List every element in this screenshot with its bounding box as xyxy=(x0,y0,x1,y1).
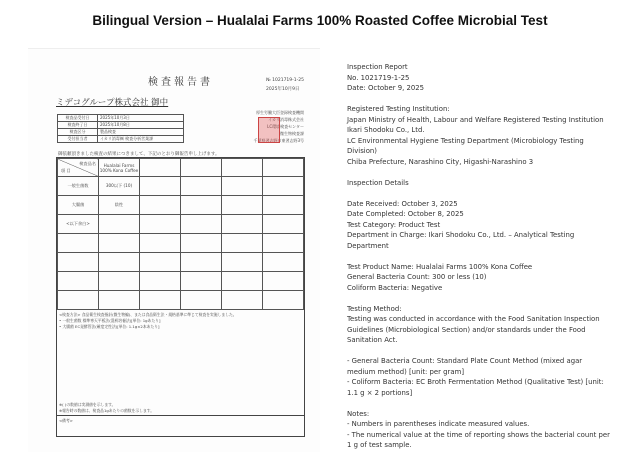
value-cell: 300以下 (10) xyxy=(99,177,140,196)
empty-cell xyxy=(263,291,304,310)
report-line: medium method) [unit: per gram] xyxy=(347,367,465,376)
report-line: 1.1 g × 2 portions] xyxy=(347,388,413,397)
report-line xyxy=(347,398,637,409)
report-line: Guidelines (Microbiological Section) and/or standards under the Food xyxy=(347,325,586,334)
empty-cell xyxy=(263,272,304,291)
report-line: Department in Charge: Ikari Shodoku Co., Ltd. – Analytical Testing xyxy=(347,231,575,239)
item-cell: <以下余白> xyxy=(58,215,99,234)
institution-line: イカリ消毒株式会社 xyxy=(268,117,304,122)
empty-cell xyxy=(181,196,222,215)
report-line: 1 g of test sample. xyxy=(347,441,412,449)
value-cell xyxy=(99,291,140,310)
empty-cell xyxy=(181,215,222,234)
institution-line: LC環境検査センター xyxy=(267,124,304,129)
report-line: Japan Ministry of Health, Labour and Welfare Registered Testing Institution xyxy=(347,115,604,124)
results-row xyxy=(58,253,304,272)
report-line xyxy=(347,346,637,357)
results-row xyxy=(58,177,304,196)
report-line xyxy=(347,94,637,105)
report-line: Date Received: October 3, 2025 xyxy=(347,199,458,208)
empty-cell xyxy=(222,196,263,215)
jp-remarks: <備考> xyxy=(57,415,304,437)
report-line: Coliform Bacteria: Negative xyxy=(347,283,443,292)
empty-cell xyxy=(140,159,181,177)
results-row xyxy=(58,291,304,310)
results-row xyxy=(58,272,304,291)
empty-cell xyxy=(263,177,304,196)
empty-cell xyxy=(181,159,222,177)
empty-cell xyxy=(222,159,263,177)
report-line: General Bacteria Count: 300 or less (10) xyxy=(347,273,487,281)
institution-line: 千葉県習志野市東習志野3号 xyxy=(253,138,304,143)
empty-cell xyxy=(181,177,222,196)
empty-cell xyxy=(140,272,181,291)
report-line: Test Product Name: Hualalai Farms 100% Kona Coffee xyxy=(347,262,533,271)
scanned-japanese-report xyxy=(28,48,320,452)
info-row xyxy=(58,129,184,136)
results-header-row xyxy=(58,159,304,177)
empty-cell xyxy=(140,177,181,196)
item-cell: 大腸菌 xyxy=(58,196,99,215)
report-line xyxy=(347,188,637,199)
jp-addressee: ミデコグループ株式会社 御中 xyxy=(56,98,169,108)
jp-notes xyxy=(59,402,154,413)
report-line: Department xyxy=(347,241,389,250)
results-row xyxy=(58,196,304,215)
institution-line: 厚生労働大臣登録検査機関 xyxy=(256,110,304,115)
report-line: Date: October 9, 2025 xyxy=(347,84,425,92)
report-line: - General Bacteria Count: Standard Plate Count Method (mixed agar xyxy=(347,357,583,365)
report-line: Registered Testing Institution: xyxy=(347,105,450,113)
item-cell xyxy=(58,234,99,253)
empty-cell xyxy=(181,234,222,253)
report-line: Ikari Shodoku Co., Ltd. xyxy=(347,126,425,134)
value-cell xyxy=(99,272,140,291)
info-row xyxy=(58,136,184,143)
report-line: - Coliform Bacteria: EC Broth Fermentation Method (Qualitative Test) [unit: xyxy=(347,378,604,386)
report-line: Testing was conducted in accordance with the Food Sanitation Inspection xyxy=(347,315,600,323)
value-cell xyxy=(99,253,140,272)
info-value: 製品検査 xyxy=(98,129,184,136)
empty-cell xyxy=(140,291,181,310)
note-line: ※( )の数値は実測値を示します。 xyxy=(59,402,116,407)
report-line: Inspection Report xyxy=(347,63,408,71)
report-line: Inspection Details xyxy=(347,178,409,187)
report-line: Notes: xyxy=(347,409,370,418)
empty-cell xyxy=(263,159,304,177)
note-line: ※報告時の数値は、検査品1gあたりの菌数を示します。 xyxy=(59,407,155,413)
seal-stamp xyxy=(258,117,280,143)
product-name-cell: Hualalai Farms 100% Kona Coffee xyxy=(99,159,140,177)
jp-lead-text: 御依頼頂きました検査の結果につきまして、下記のとおり御報告申し上げます。 xyxy=(58,152,220,157)
empty-cell xyxy=(222,291,263,310)
empty-cell xyxy=(263,253,304,272)
report-line: LC Environmental Hygiene Testing Department (Microbiology Testing xyxy=(347,136,584,145)
item-cell xyxy=(58,291,99,310)
empty-cell xyxy=(181,272,222,291)
report-line: Test Category: Product Test xyxy=(347,220,441,229)
info-label: 検査終了日 xyxy=(58,122,98,129)
report-line: Chiba Prefecture, Narashino City, Higashi-Narashino 3 xyxy=(347,157,534,166)
jp-methods xyxy=(59,312,237,330)
info-row xyxy=(58,122,184,129)
report-line xyxy=(347,167,637,178)
jp-report-date: 2025年10月9日 xyxy=(266,87,300,92)
results-row xyxy=(58,215,304,234)
empty-cell xyxy=(140,215,181,234)
item-cell xyxy=(58,253,99,272)
report-line: Date Completed: October 8, 2025 xyxy=(347,210,464,218)
empty-cell xyxy=(140,253,181,272)
empty-cell xyxy=(222,272,263,291)
jp-results-table xyxy=(57,158,304,310)
info-value: イカリ消毒㈱ 検査分析営業課 xyxy=(98,136,184,143)
header-row-label: 項 目 xyxy=(61,168,71,173)
institution-line: 微生物検査課 xyxy=(280,131,304,136)
empty-cell xyxy=(263,234,304,253)
value-cell xyxy=(99,234,140,253)
info-label: 受付担当者 xyxy=(58,136,98,143)
header-item-label: 検査品名 xyxy=(79,161,96,166)
item-cell: 一般生菌数 xyxy=(58,177,99,196)
info-label: 検査区分 xyxy=(58,129,98,136)
method-line: <検査方法> 食品衛生検査指針(微生物編)、または食品衛生法・規格基準に準じて検査を実施しました。 xyxy=(59,312,237,317)
results-row xyxy=(58,234,304,253)
empty-cell xyxy=(222,177,263,196)
jp-report-number: № 1021719-1-25 xyxy=(266,78,304,83)
empty-cell xyxy=(263,196,304,215)
report-line: - Numbers in parentheses indicate measured values. xyxy=(347,420,530,428)
header-diagonal-cell xyxy=(58,159,99,177)
empty-cell xyxy=(140,196,181,215)
report-line: No. 1021719-1-25 xyxy=(347,73,410,82)
report-line: Testing Method: xyxy=(347,304,402,313)
english-translation xyxy=(347,62,637,451)
empty-cell xyxy=(222,234,263,253)
report-line: Division) xyxy=(347,147,377,155)
jp-report-title: 検査報告書 xyxy=(148,77,213,88)
jp-info-table xyxy=(57,114,184,143)
empty-cell xyxy=(181,291,222,310)
info-value: 2025年10月8日 xyxy=(98,122,184,129)
value-cell xyxy=(99,215,140,234)
info-label: 検査品受付日 xyxy=(58,115,98,122)
empty-cell xyxy=(222,253,263,272)
method-line: • 一般生菌数 標準寒天平板法(混釈培養法)[単位: 1gあたり] xyxy=(59,318,161,323)
value-cell: 陰性 xyxy=(99,196,140,215)
info-row xyxy=(58,115,184,122)
report-line xyxy=(347,251,637,262)
info-value: 2025年10月3日 xyxy=(98,115,184,122)
report-line: Sanitation Act. xyxy=(347,336,398,344)
jp-results-box xyxy=(56,157,305,437)
item-cell xyxy=(58,272,99,291)
empty-cell xyxy=(181,253,222,272)
page-title: Bilingual Version – Hualalai Farms 100% Roasted Coffee Microbial Test xyxy=(92,13,548,28)
report-line: - The numerical value at the time of reporting shows the bacterial count per xyxy=(347,430,610,439)
method-line: • 大腸菌 EC発酵管法(確度定性法)[単位: 1.1g×2本あたり] xyxy=(59,324,160,329)
empty-cell xyxy=(222,215,263,234)
report-line xyxy=(347,293,637,304)
empty-cell xyxy=(140,234,181,253)
empty-cell xyxy=(263,215,304,234)
